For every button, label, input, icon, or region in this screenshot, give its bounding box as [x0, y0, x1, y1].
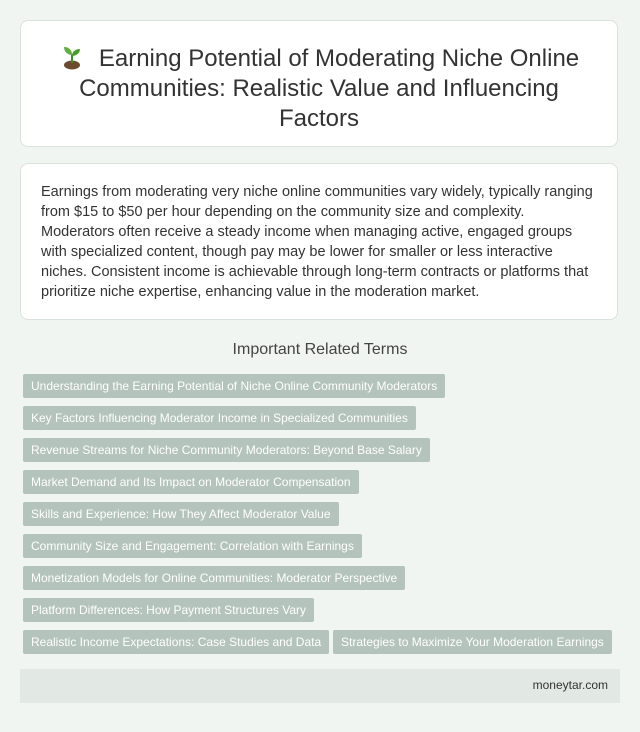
related-term-tag[interactable]: Revenue Streams for Niche Community Moderators: Beyond Base Salary — [23, 438, 430, 462]
related-term-tag[interactable]: Key Factors Influencing Moderator Income in Specialized Communities — [23, 406, 416, 430]
related-terms-heading: Important Related Terms — [232, 341, 408, 358]
related-term-tag[interactable]: Platform Differences: How Payment Structures Vary — [23, 598, 314, 622]
title-card — [20, 20, 618, 147]
related-term-tag[interactable]: Market Demand and Its Impact on Moderator Compensation — [23, 470, 359, 494]
title-text: Earning Potential of Moderating Niche Online Communities: Realistic Value and Influencing Factors — [79, 45, 580, 132]
sprout-icon — [59, 44, 85, 70]
description-text: Earnings from moderating very niche online communities vary widely, typically ranging from $15 to $50 per hour depending on the community size and complexity. Moderators often receive a steady income when managing active, engaged groups with specialized content, though pay may be lower for smaller or less interactive niches. Consistent income is achievable through long-term contracts or platforms that prioritize niche expertise, enhancing value in the moderation market. — [41, 184, 593, 300]
footer — [20, 669, 620, 703]
related-term-tag[interactable]: Community Size and Engagement: Correlation with Earnings — [23, 534, 362, 558]
description-card — [20, 163, 618, 320]
related-term-tag[interactable]: Strategies to Maximize Your Moderation Earnings — [333, 630, 612, 654]
page-title — [51, 44, 587, 134]
related-term-tag[interactable]: Understanding the Earning Potential of Niche Online Community Moderators — [23, 374, 445, 398]
footer-site-link[interactable]: moneytar.com — [532, 678, 608, 692]
related-term-tag[interactable]: Monetization Models for Online Communities: Moderator Perspective — [23, 566, 405, 590]
related-term-tag[interactable]: Realistic Income Expectations: Case Studies and Data — [23, 630, 329, 654]
related-term-tag[interactable]: Skills and Experience: How They Affect Moderator Value — [23, 502, 339, 526]
